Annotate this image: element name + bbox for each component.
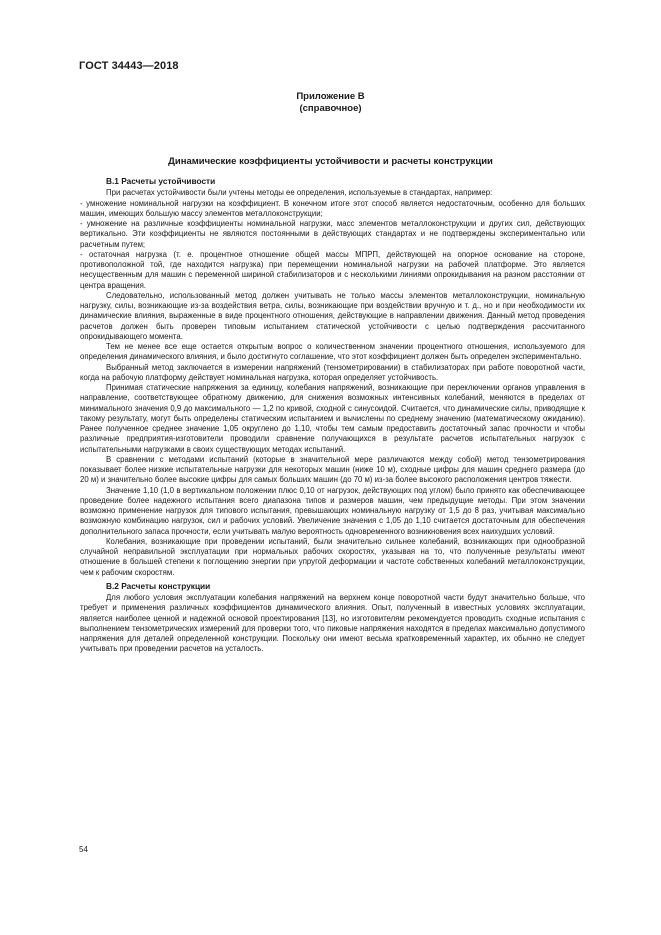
appendix-type: (справочное) xyxy=(299,103,362,114)
paragraph: Для любого условия эксплуатации колебания напряжений на верхнем конце поворотной части будут значительно больше, что требует и применения различных коэффициентов динамического влияния. Опыт, полученный в известных условиях эксплуатации, является наиболее ценной и надежной основой проектирования [13], но изготовителям рекомендуется проводить сходные испытания с выполнением тензометрических измерений для проверки того, что пиковые напряжения находятся в пределах максимально допустимого напряжения для деталей определенной конструкции. Поскольку они имеют весьма кратковременный характер, их обычно не следует учитывать при проведении расчетов на усталость. xyxy=(80,593,585,654)
page-number: 54 xyxy=(79,845,88,854)
list-item: - умножение на различные коэффициенты номинальной нагрузки, масс элементов металлоконструкции и других сил, действующих вертикально. Эти коэффициенты не являются постоянными в действующих стандартах и не подтверждены экспериментально или расчетным путем; xyxy=(80,219,585,249)
paragraph: Тем не менее все еще остается открытым вопрос о количественном значении процентного отношения, используемого для определения динамического влияния, и было достигнуто соглашение, что этот коэффициент должен быть определен экспериментально. xyxy=(80,342,585,362)
list-item: - умножение номинальной нагрузки на коэффициент. В конечном итоге этот способ является недостаточным, особенно для больших машин, имеющих большую массу элементов металлоконструкции; xyxy=(80,198,585,218)
section-heading-b2: В.2 Расчеты конструкции xyxy=(106,580,211,591)
standard-designation: ГОСТ 34443—2018 xyxy=(79,60,179,72)
paragraph: Значение 1,10 (1,0 в вертикальном положении плюс 0,10 от нагрузок, действующих под углом) было принято как обеспечивающее проведение более надежного испытания всего диапазона типов и размеров машин, чем предыдущие методы. При этом значении возможно применение нагрузок для типового испытания, превышающих номинальную нагрузку от 1,5 до 8 раз, учитывая максимально возможную комбинацию нагрузок, сил и рабочих условий. Увеличение значения с 1,05 до 1,10 считается достаточным для обеспечения дополнительного запаса прочности, если учитывать малую вероятность одновременного возникновения всех наихудших условий. xyxy=(80,485,585,536)
paragraph: При расчетах устойчивости были учтены методы ее определения, используемые в стандартах, например: xyxy=(106,188,493,198)
paragraph: Выбранный метод заключается в измерении напряжений (тензометрировании) в стабилизаторах при работе поворотной части, когда на рабочую платформу действует номинальная нагрузка, которая определяет устойчивость. xyxy=(80,362,585,382)
paragraph: Колебания, возникающие при проведении испытаний, были значительно сильнее колебаний, возникающих при однообразной случайной неправильной эксплуатации при нормальных рабочих скоростях, указывая на то, что полученные результаты имеют отношение в большей степени к поглощению энергии при упругой деформации и частоте собственных колебаний металлоконструкции, чем к рабочим скоростям. xyxy=(80,536,585,577)
document-body xyxy=(80,176,585,655)
paragraph: В сравнении с методами испытаний (которые в значительной мере различаются между собой) метод тензометрирования показывает более низкие испытательные нагрузки для некоторых машин (ниже 10 м), сходные цифры для машин среднего размера (до 20 м) и значительно более высокие цифры для самых больших машин (до 70 м) из-за более высокого расположения центров тяжести. xyxy=(80,454,585,485)
paragraph: Следовательно, использованный метод должен учитывать не только массы элементов металлоконструкции, номинальную нагрузку, силы, возникающие из-за воздействия ветра, силы, возникающие при воздействии вручную и т. д., но и при необходимости их динамические влияния, выраженные в виде процентного отношения, действующие в направлении движения. Данный метод проведения расчетов должен быть проверен типовым испытанием статической устойчивости с целью подтверждения рассчитанного опрокидывающего момента. xyxy=(80,290,585,341)
appendix-main-title: Динамические коэффициенты устойчивости и расчеты конструкции xyxy=(168,156,493,167)
section-heading-b1: В.1 Расчеты устойчивости xyxy=(106,176,216,186)
appendix-heading xyxy=(0,91,661,115)
list-item: - остаточная нагрузка (т. е. процентное отношение общей массы МПРП, действующей на опорное основание на стороне, противоположной той, где находится нагрузка) при перемещении номинальной нагрузки на рабочей платформе. Это является несущественным для машин с переменной шириной стабилизаторов и с несколькими линиями опрокидывания на разном расстоянии от центра вращения. xyxy=(80,249,585,290)
paragraph: Принимая статические напряжения за единицу, колебания напряжений, возникающие при переключении органов управления в направление, соответствующее обратному движению, для снижения возможных интенсивных колебаний, меняются в пределах от минимального значения 0,9 до максимального — 1,2 по кривой, сходной с синусоидой. Считается, что динамические силы, приводящие к такому результату, могут быть определены статическим испытанием и вычислены по среднему значению (математическому ожиданию). Ранее полученное среднее значение 1,05 округлено до 1,10, чтобы тем самым предоставить достаточный запас прочности и чтобы различные предприятия-изготовители проводили сравнение получающихся в результате расчетов испытательных нагрузок с испытательными нагрузками в своих существующих методах испытаний. xyxy=(80,383,585,454)
appendix-title: Приложение В xyxy=(296,91,365,102)
